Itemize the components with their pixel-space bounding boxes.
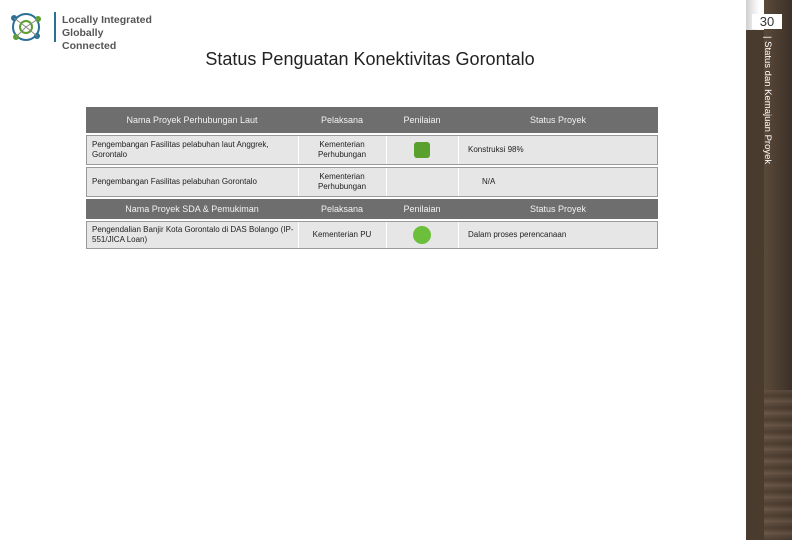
- header-rating: Penilaian: [403, 204, 441, 214]
- project-name: Pengembangan Fasilitas pelabuhan Gorontalo: [92, 177, 258, 186]
- table-row: [86, 167, 658, 199]
- table-header: [86, 107, 658, 135]
- project-status: Dalam proses perencanaan: [468, 230, 567, 239]
- header-executor: Pelaksana: [320, 115, 364, 125]
- header-project: Nama Proyek Perhubungan Laut: [126, 115, 258, 125]
- rating-cell: [386, 135, 458, 165]
- header-status: Status Proyek: [529, 204, 587, 214]
- table-row: [86, 135, 658, 167]
- column-divider: [298, 167, 299, 197]
- project-table: [86, 107, 658, 251]
- executor: Kementerian Perhubungan: [317, 140, 367, 159]
- executor: Kementerian PU: [312, 230, 372, 239]
- header-executor: Pelaksana: [320, 204, 364, 214]
- logo-line2: Globally Connected: [62, 27, 117, 52]
- section-label: | Status dan Kemajuan Proyek: [762, 36, 773, 165]
- logo-text: [62, 14, 158, 53]
- globe-network-icon: [8, 10, 44, 44]
- column-divider: [458, 221, 459, 249]
- green-circle-indicator: [413, 226, 431, 244]
- rating-cell: [386, 167, 458, 197]
- table-row: [86, 221, 658, 251]
- project-status: N/A: [482, 177, 496, 186]
- executor: Kementerian Perhubungan: [317, 172, 367, 191]
- rating-cell: [386, 221, 458, 249]
- green-square-indicator: [414, 142, 430, 158]
- column-divider: [386, 221, 387, 249]
- logo-divider: [54, 12, 56, 42]
- column-divider: [298, 135, 299, 165]
- header-status: Status Proyek: [529, 115, 587, 125]
- table-header: [86, 199, 658, 221]
- logo-line1: Locally Integrated: [62, 14, 152, 26]
- column-divider: [386, 167, 387, 197]
- project-name: Pengembangan Fasilitas pelabuhan laut Anggrek, Gorontalo: [92, 140, 269, 159]
- project-status: Konstruksi 98%: [468, 145, 524, 154]
- page-curl-decoration: [764, 390, 792, 540]
- header-project: Nama Proyek SDA & Pemukiman: [125, 204, 259, 214]
- page-title: Status Penguatan Konektivitas Gorontalo: [205, 49, 535, 69]
- column-divider: [298, 221, 299, 249]
- column-divider: [386, 135, 387, 165]
- logo: [8, 10, 158, 52]
- page-number: 30: [752, 14, 782, 29]
- column-divider: [458, 167, 459, 197]
- project-name: Pengendalian Banjir Kota Gorontalo di DAS Bolango (IP-551/JICA Loan): [92, 225, 294, 244]
- header-rating: Penilaian: [403, 115, 441, 125]
- column-divider: [458, 135, 459, 165]
